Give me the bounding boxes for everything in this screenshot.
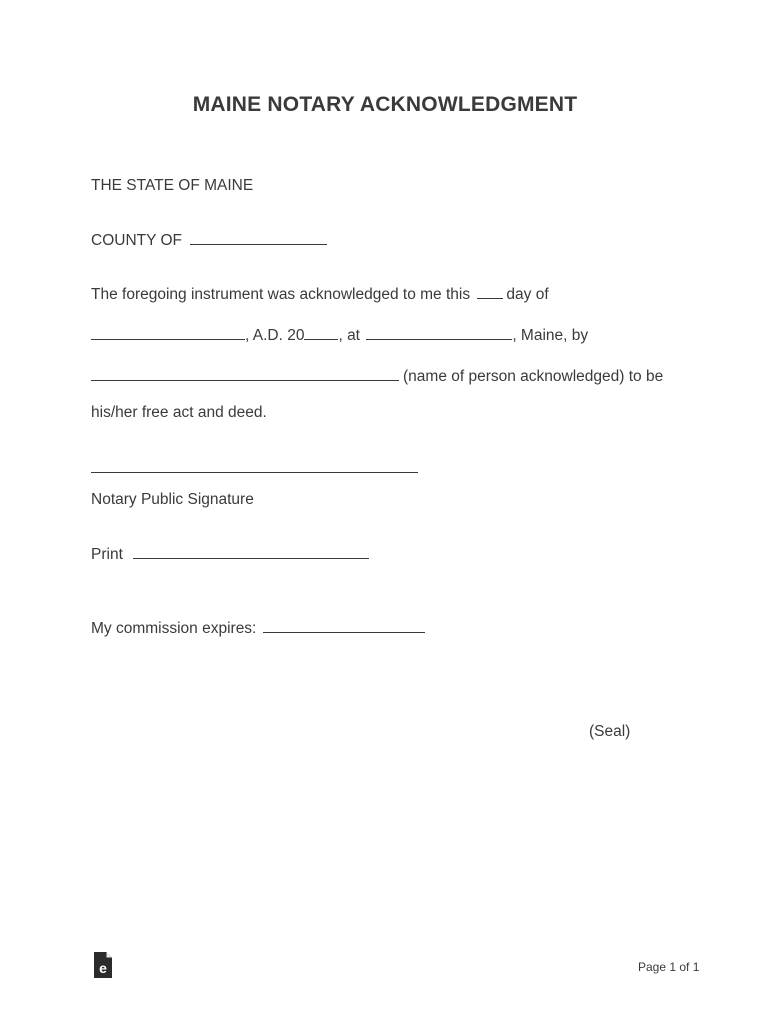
month-blank[interactable] [91,325,245,340]
ack-line-1 [91,284,549,304]
signature-label: Notary Public Signature [91,491,254,508]
ack-line1-text: The foregoing instrument was acknowledged to me this [91,286,471,303]
ad-label: , A.D. 20 [245,327,305,344]
print-label: Print [91,546,123,563]
ack-line3-text: (name of person acknowledged) to be [403,368,664,385]
at-label: , at [338,327,360,344]
page-number: Page 1 of 1 [638,960,700,974]
print-blank[interactable] [133,544,369,559]
seal-label: (Seal) [589,723,631,740]
ack-line-2 [91,325,588,345]
ack-line1-suffix: day of [506,286,549,303]
state-line: THE STATE OF MAINE [91,177,254,194]
print-line [91,544,369,564]
commission-line [91,618,425,638]
day-blank[interactable] [477,284,503,299]
county-label: COUNTY OF [91,232,182,249]
maine-by-label: , Maine, by [512,327,589,344]
page-title: MAINE NOTARY ACKNOWLEDGMENT [192,93,578,116]
person-name-blank[interactable] [91,366,399,381]
ack-line-3 [91,366,663,386]
eforms-logo-icon [93,952,113,978]
notary-signature-line[interactable] [91,472,418,473]
ack-line-4: his/her free act and deed. [91,404,267,421]
commission-label: My commission expires: [91,620,257,637]
svg-text:e: e [99,960,107,976]
city-blank[interactable] [366,325,512,340]
commission-blank[interactable] [263,618,425,633]
year-blank[interactable] [304,325,338,340]
county-blank[interactable] [190,230,327,245]
county-line [91,230,327,250]
